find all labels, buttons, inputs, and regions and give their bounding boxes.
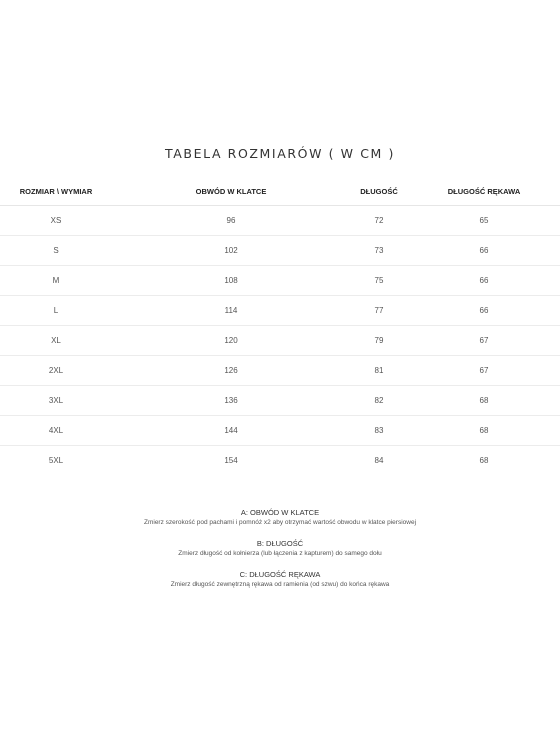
- cell-length: 79: [350, 326, 408, 356]
- cell-sleeve: 68: [408, 386, 560, 416]
- cell-sleeve: 66: [408, 236, 560, 266]
- cell-sleeve: 65: [408, 206, 560, 236]
- note-chest: [0, 508, 560, 528]
- cell-size: 2XL: [0, 356, 112, 386]
- note-length: [0, 539, 560, 559]
- cell-length: 75: [350, 266, 408, 296]
- header-length: DŁUGOŚĆ: [350, 178, 408, 206]
- cell-sleeve: 67: [408, 356, 560, 386]
- header-size: ROZMIAR \ WYMIAR: [0, 178, 112, 206]
- table-row: [0, 386, 560, 416]
- cell-length: 83: [350, 416, 408, 446]
- cell-size: 3XL: [0, 386, 112, 416]
- cell-sleeve: 68: [479, 456, 489, 465]
- header-sleeve-length: DŁUGOŚĆ RĘKAWA: [408, 178, 560, 206]
- header-chest: OBWÓD W KLATCE: [112, 178, 350, 206]
- cell-length: 84: [374, 456, 384, 465]
- page-title: TABELA ROZMIARÓW ( W CM ): [165, 146, 395, 161]
- cell-size: 4XL: [0, 416, 112, 446]
- note-sleeve: [0, 570, 560, 590]
- table-row: [0, 266, 560, 296]
- cell-chest: 102: [112, 236, 350, 266]
- cell-chest: 114: [112, 296, 350, 326]
- cell-length: 73: [350, 236, 408, 266]
- cell-chest: 154: [224, 456, 238, 465]
- note-title: A: OBWÓD W KLATCE: [240, 508, 320, 517]
- cell-length: 72: [350, 206, 408, 236]
- cell-length: 77: [350, 296, 408, 326]
- cell-sleeve: 66: [408, 296, 560, 326]
- cell-chest: 96: [112, 206, 350, 236]
- cell-size: 5XL: [48, 456, 64, 465]
- cell-length: 81: [350, 356, 408, 386]
- cell-size: S: [0, 236, 112, 266]
- cell-chest: 136: [112, 386, 350, 416]
- table-row: [0, 356, 560, 386]
- table-row: [0, 296, 560, 326]
- cell-size: L: [0, 296, 112, 326]
- cell-size: M: [0, 266, 112, 296]
- table-row: [0, 206, 560, 236]
- cell-chest: 108: [112, 266, 350, 296]
- size-table: [0, 178, 560, 475]
- table-row: [0, 416, 560, 446]
- cell-sleeve: 67: [408, 326, 560, 356]
- cell-chest: 126: [112, 356, 350, 386]
- cell-chest: 144: [112, 416, 350, 446]
- cell-length: 82: [350, 386, 408, 416]
- cell-size: XS: [0, 206, 112, 236]
- note-text: Zmierz długość zewnętrzną rękawa od ramienia (od szwu) do końca rękawa: [170, 581, 390, 588]
- table-row: [0, 446, 560, 476]
- measurement-notes: [0, 508, 560, 601]
- note-text: Zmierz szerokość pod pachami i pomnóż x2 aby otrzymać wartość obwodu w klatce piersiowej: [143, 519, 417, 526]
- table-row: [0, 326, 560, 356]
- cell-chest: 120: [112, 326, 350, 356]
- note-title: C: DŁUGOŚĆ RĘKAWA: [239, 570, 321, 579]
- cell-sleeve: 66: [408, 266, 560, 296]
- note-title: B: DŁUGOŚĆ: [256, 539, 304, 548]
- table-header-row: [0, 178, 560, 206]
- cell-sleeve: 68: [408, 416, 560, 446]
- table-row: [0, 236, 560, 266]
- cell-size: XL: [0, 326, 112, 356]
- note-text: Zmierz długość od kołnierza (lub łączenia z kapturem) do samego dołu: [178, 550, 382, 557]
